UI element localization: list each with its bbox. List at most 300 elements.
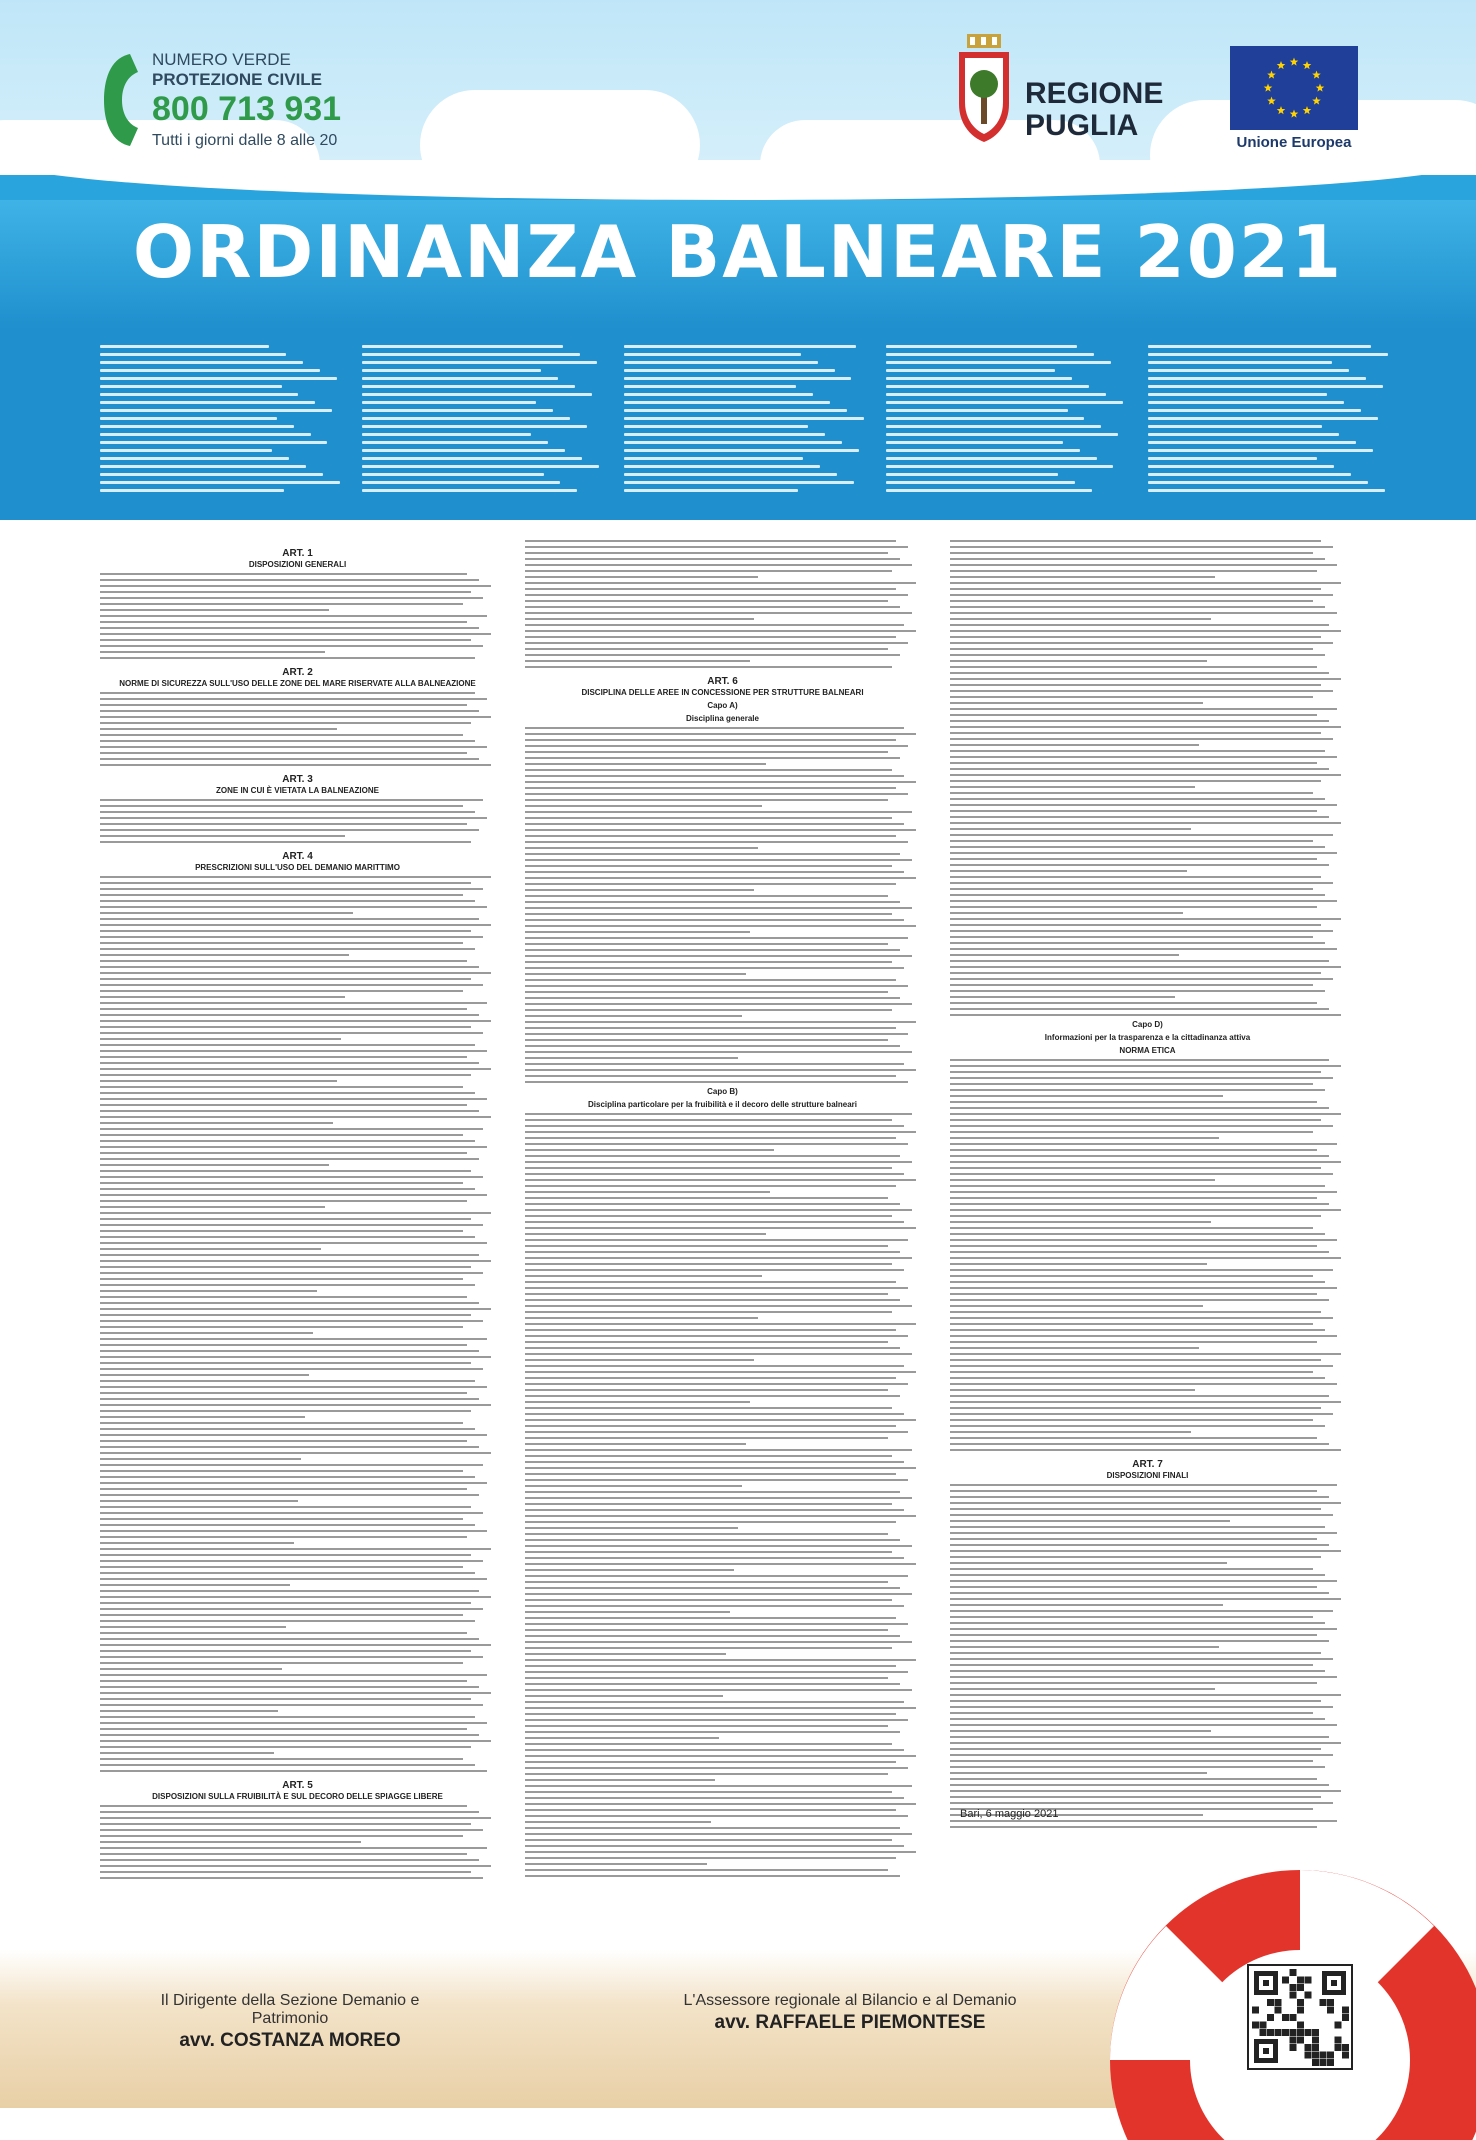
text-line	[100, 1068, 491, 1070]
phone-number: 800 713 931	[152, 90, 342, 128]
text-line	[100, 924, 491, 926]
text-line	[525, 991, 888, 993]
text-line	[525, 1761, 896, 1763]
text-line	[362, 361, 597, 364]
text-line	[100, 752, 467, 754]
text-line	[362, 425, 587, 428]
text-line	[525, 1119, 892, 1121]
text-line	[525, 1443, 746, 1445]
text-line	[100, 1404, 491, 1406]
text-line	[100, 433, 311, 436]
text-line	[886, 369, 1055, 372]
text-line	[950, 858, 1317, 860]
text-line	[100, 823, 467, 825]
text-line	[100, 1386, 487, 1388]
text-line	[950, 558, 1325, 560]
text-line	[1148, 393, 1327, 396]
text-line	[950, 1425, 1325, 1427]
text-line	[950, 1437, 1317, 1439]
text-line	[100, 900, 475, 902]
text-line	[525, 1033, 908, 1035]
qr-module	[1267, 2029, 1274, 2036]
text-line	[950, 1592, 1329, 1594]
text-line	[950, 774, 1341, 776]
text-line	[100, 481, 340, 484]
text-line	[525, 1509, 904, 1511]
text-line	[525, 1599, 892, 1601]
text-line	[525, 787, 896, 789]
text-line	[950, 672, 1329, 674]
text-line	[100, 1482, 487, 1484]
text-line	[950, 816, 1329, 818]
regione-puglia-logo	[955, 34, 1175, 144]
text-line	[525, 763, 766, 765]
text-line	[100, 1662, 463, 1664]
article-subtitle: DISPOSIZIONI SULLA FRUIBILITÀ E SUL DECORO DELLE SPIAGGE LIBERE	[152, 1792, 443, 1801]
text-line	[100, 1488, 467, 1490]
text-line	[100, 473, 323, 476]
article-subtitle: DISPOSIZIONI FINALI	[1106, 1471, 1189, 1480]
text-line	[100, 1188, 475, 1190]
text-line	[100, 1116, 491, 1118]
text-line	[525, 841, 908, 843]
text-line	[950, 1742, 1341, 1744]
text-line	[1148, 425, 1322, 428]
text-line	[950, 630, 1341, 632]
qr-module	[1312, 2052, 1319, 2059]
text-line	[525, 1185, 896, 1187]
signer-role: Il Dirigente della Sezione Demanio e Patrimonio	[160, 1992, 420, 2027]
text-line	[950, 1191, 1337, 1193]
text-line	[1148, 489, 1385, 492]
text-line	[100, 1092, 475, 1094]
signer-name: avv. RAFFAELE PIEMONTESE	[714, 2012, 986, 2033]
text-line	[624, 457, 803, 460]
text-line	[624, 433, 825, 436]
text-line	[100, 1122, 333, 1124]
text-line	[525, 1863, 707, 1865]
text-line	[100, 1416, 305, 1418]
text-line	[525, 1167, 892, 1169]
text-line	[525, 1257, 912, 1259]
phone-icon	[100, 50, 144, 150]
text-line	[525, 1545, 912, 1547]
text-line	[525, 793, 908, 795]
text-line	[950, 546, 1333, 548]
qr-module	[1335, 2037, 1342, 2044]
text-line	[624, 345, 856, 348]
qr-module	[1305, 2029, 1312, 2036]
text-line	[100, 1500, 298, 1502]
text-line	[950, 1059, 1329, 1061]
text-line	[100, 1560, 483, 1562]
text-line	[525, 1221, 904, 1223]
preamble-text	[100, 345, 1390, 505]
text-line	[100, 1104, 467, 1106]
text-line	[525, 1419, 916, 1421]
text-line	[525, 564, 912, 566]
text-line	[100, 1146, 487, 1148]
text-line	[525, 1587, 900, 1589]
text-line	[100, 930, 471, 932]
text-line	[100, 1710, 278, 1712]
text-line	[100, 1698, 471, 1700]
text-line	[100, 1572, 475, 1574]
text-line	[525, 1593, 912, 1595]
text-line	[362, 401, 536, 404]
text-line	[100, 1074, 471, 1076]
text-line	[950, 780, 1321, 782]
text-line	[624, 361, 818, 364]
text-line	[100, 489, 284, 492]
qr-module	[1290, 2029, 1297, 2036]
text-line	[362, 369, 541, 372]
text-line	[950, 924, 1321, 926]
text-line	[886, 433, 1118, 436]
text-line	[525, 1485, 742, 1487]
text-line	[950, 720, 1329, 722]
text-line	[525, 1137, 896, 1139]
text-line	[950, 570, 1317, 572]
text-line	[525, 1269, 904, 1271]
text-line	[950, 708, 1337, 710]
text-line	[525, 540, 896, 542]
text-line	[525, 624, 904, 626]
text-line	[100, 1086, 463, 1088]
text-line	[950, 1766, 1325, 1768]
text-line	[525, 1827, 900, 1829]
text-line	[950, 1652, 1321, 1654]
text-line	[886, 377, 1072, 380]
text-line	[100, 876, 491, 878]
text-line	[950, 1014, 1341, 1016]
text-line	[100, 942, 463, 944]
text-line	[950, 1760, 1313, 1762]
text-line	[525, 1479, 908, 1481]
text-line	[950, 900, 1337, 902]
text-line	[100, 1524, 475, 1526]
text-line	[950, 1431, 1191, 1433]
text-line	[950, 738, 1333, 740]
article-heading: ART. 7	[1132, 1459, 1163, 1470]
text-line	[362, 417, 570, 420]
text-line	[950, 1365, 1333, 1367]
text-line	[624, 449, 859, 452]
text-line	[950, 1377, 1325, 1379]
text-line	[525, 1641, 912, 1643]
qr-module	[1335, 2022, 1342, 2029]
text-line	[950, 876, 1321, 878]
text-line	[950, 1323, 1313, 1325]
qr-module	[1342, 2014, 1349, 2021]
text-line	[950, 984, 1313, 986]
text-line	[525, 1045, 900, 1047]
text-line	[525, 1551, 892, 1553]
qr-module	[1327, 2059, 1334, 2066]
text-line	[525, 1039, 888, 1041]
text-line	[950, 606, 1325, 608]
text-line	[100, 1212, 491, 1214]
text-line	[950, 894, 1325, 896]
text-line	[525, 1647, 892, 1649]
text-line	[950, 1179, 1215, 1181]
text-line	[950, 726, 1341, 728]
text-line	[950, 1173, 1333, 1175]
text-line	[100, 645, 483, 647]
text-line	[950, 636, 1321, 638]
text-line	[100, 573, 467, 575]
text-line	[950, 798, 1325, 800]
text-line	[100, 385, 282, 388]
protezione-civile-label: PROTEZIONE CIVILE	[152, 70, 323, 89]
text-line	[950, 642, 1333, 644]
text-line	[525, 1449, 912, 1451]
text-line	[100, 1428, 475, 1430]
text-line	[1148, 385, 1383, 388]
text-line	[100, 345, 269, 348]
text-line	[100, 1062, 479, 1064]
text-line	[950, 1095, 1223, 1097]
qr-module	[1335, 2044, 1342, 2051]
text-line	[886, 481, 1075, 484]
text-line	[525, 1359, 754, 1361]
text-line	[886, 425, 1101, 428]
text-line	[950, 1664, 1313, 1666]
text-line	[100, 954, 349, 956]
text-line	[100, 1823, 471, 1825]
text-line	[950, 1610, 1333, 1612]
text-line	[100, 1236, 475, 1238]
text-line	[100, 1650, 471, 1652]
qr-code-icon	[1248, 1965, 1352, 2069]
text-line	[525, 546, 908, 548]
qr-module	[1297, 2037, 1304, 2044]
qr-module	[1297, 2022, 1304, 2029]
text-line	[100, 1320, 483, 1322]
text-line	[886, 465, 1113, 468]
text-line	[950, 1359, 1321, 1361]
text-line	[525, 1659, 916, 1661]
signer-role: L'Assessore regionale al Bilancio e al Demanio	[683, 1992, 1017, 2009]
text-column-3	[950, 540, 1345, 1880]
text-line	[624, 417, 864, 420]
text-line	[525, 1743, 892, 1745]
text-line	[525, 1617, 896, 1619]
text-line	[950, 1395, 1329, 1397]
text-line	[525, 1461, 904, 1463]
text-column-2	[525, 540, 920, 1880]
text-line	[950, 1484, 1337, 1486]
text-line	[100, 1584, 290, 1586]
text-line	[100, 1314, 471, 1316]
text-line	[525, 919, 904, 921]
text-line	[950, 972, 1321, 974]
text-line	[525, 1575, 908, 1577]
text-line	[950, 1143, 1337, 1145]
text-line	[100, 1290, 317, 1292]
text-line	[525, 1563, 916, 1565]
text-line	[100, 1728, 467, 1730]
text-line	[100, 1578, 487, 1580]
text-line	[950, 1778, 1317, 1780]
text-line	[950, 1119, 1321, 1121]
text-line	[950, 822, 1341, 824]
text-line	[525, 967, 904, 969]
text-line	[100, 835, 345, 837]
text-line	[525, 1635, 900, 1637]
text-line	[950, 1682, 1317, 1684]
text-line	[100, 764, 491, 766]
qr-module	[1342, 2044, 1349, 2051]
text-line	[525, 859, 912, 861]
text-line	[525, 853, 900, 855]
text-line	[100, 799, 483, 801]
text-line	[100, 369, 320, 372]
qr-module	[1312, 2029, 1319, 2036]
text-line	[525, 1161, 912, 1163]
text-line	[950, 618, 1211, 620]
text-line	[525, 648, 888, 650]
text-line	[525, 1251, 900, 1253]
article-subtitle: PRESCRIZIONI SULL'USO DEL DEMANIO MARITTIMO	[195, 863, 400, 872]
section-subtitle: Disciplina generale	[686, 714, 759, 723]
text-line	[100, 1764, 475, 1766]
text-line	[950, 1574, 1325, 1576]
text-line	[1148, 401, 1344, 404]
text-line	[525, 1003, 912, 1005]
text-line	[525, 1815, 908, 1817]
text-line	[100, 1032, 483, 1034]
text-line	[525, 1425, 896, 1427]
text-line	[950, 1646, 1219, 1648]
text-line	[950, 1401, 1341, 1403]
text-line	[100, 1746, 471, 1748]
text-line	[100, 1608, 483, 1610]
qr-module	[1260, 2022, 1267, 2029]
text-line	[950, 1784, 1329, 1786]
qr-module	[1260, 2029, 1267, 2036]
text-line	[950, 1496, 1329, 1498]
eu-flag-icon	[1230, 46, 1358, 130]
text-line	[950, 1275, 1313, 1277]
text-line	[100, 1164, 329, 1166]
text-line	[525, 1869, 888, 1871]
text-line	[100, 1140, 475, 1142]
text-line	[950, 624, 1329, 626]
text-line	[525, 1797, 904, 1799]
text-line	[100, 1218, 471, 1220]
preamble-column	[1148, 345, 1390, 505]
text-line	[525, 805, 762, 807]
text-line	[950, 1550, 1341, 1552]
text-line	[100, 417, 277, 420]
text-line	[950, 1419, 1313, 1421]
text-line	[525, 1389, 888, 1391]
text-line	[100, 1566, 463, 1568]
text-line	[950, 1221, 1211, 1223]
text-line	[100, 1014, 479, 1016]
text-line	[950, 846, 1325, 848]
article-subtitle: NORME DI SICUREZZA SULL'USO DELLE ZONE DEL MARE RISERVATE ALLA BALNEAZIONE	[119, 679, 476, 688]
text-line	[100, 984, 483, 986]
text-line	[525, 1491, 900, 1493]
text-line	[950, 1748, 1321, 1750]
text-line	[100, 1056, 467, 1058]
text-line	[525, 889, 754, 891]
qr-module	[1275, 2007, 1282, 2014]
text-line	[100, 1356, 491, 1358]
text-line	[950, 1443, 1329, 1445]
text-line	[950, 1161, 1341, 1163]
text-line	[525, 1521, 896, 1523]
text-line	[525, 1605, 904, 1607]
text-line	[100, 1284, 475, 1286]
article-heading: ART. 1	[282, 548, 313, 559]
text-line	[525, 1671, 908, 1673]
text-line	[525, 1281, 896, 1283]
text-line	[950, 1083, 1313, 1085]
text-line	[525, 961, 892, 963]
text-line	[950, 1514, 1333, 1516]
text-line	[362, 377, 558, 380]
text-line	[525, 1683, 900, 1685]
text-line	[525, 1191, 770, 1193]
text-line	[1148, 361, 1332, 364]
text-line	[100, 972, 491, 974]
text-line	[950, 1245, 1317, 1247]
text-line	[950, 1688, 1215, 1690]
text-line	[525, 1689, 912, 1691]
text-line	[1148, 369, 1349, 372]
text-line	[100, 1512, 483, 1514]
qr-module	[1290, 1969, 1297, 1976]
preamble-column	[362, 345, 604, 505]
text-line	[1148, 353, 1388, 356]
text-line	[950, 750, 1325, 752]
text-line	[100, 1829, 483, 1831]
text-line	[100, 1811, 479, 1813]
text-line	[886, 393, 1106, 396]
text-line	[950, 1604, 1223, 1606]
text-line	[886, 449, 1080, 452]
text-line	[1148, 457, 1317, 460]
text-line	[525, 1383, 908, 1385]
text-line	[525, 606, 900, 608]
text-line	[525, 1785, 912, 1787]
text-line	[950, 1413, 1333, 1415]
text-line	[100, 1770, 487, 1772]
text-line	[525, 1701, 904, 1703]
qr-module	[1342, 2007, 1349, 2014]
text-line	[950, 540, 1321, 542]
text-line	[100, 948, 475, 950]
text-line	[100, 888, 483, 890]
text-line	[950, 1311, 1321, 1313]
text-line	[525, 739, 896, 741]
text-line	[525, 1731, 900, 1733]
text-line	[100, 377, 337, 380]
text-line	[100, 722, 471, 724]
text-line	[950, 978, 1333, 980]
text-line	[525, 1335, 908, 1337]
eu-logo	[1230, 46, 1360, 156]
preamble-column	[886, 345, 1128, 505]
text-line	[100, 1422, 463, 1424]
text-line	[100, 728, 337, 730]
text-line	[525, 1239, 908, 1241]
qr-module	[1282, 1977, 1289, 1984]
section-heading: Capo D)	[1132, 1020, 1163, 1029]
